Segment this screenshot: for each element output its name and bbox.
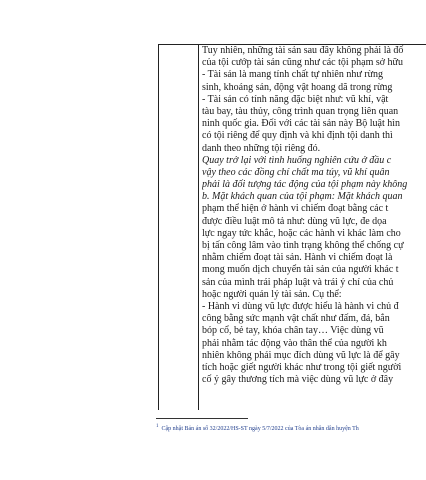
body-line: được điều luật mô tả như: dùng vũ lực, đe dọa [202,215,387,227]
body-line: vậy theo các đồng chí chất ma túy, vũ khí quân [202,166,390,178]
body-line: Quay trở lại với tình huống nghiên cứu ở đầu c [202,154,392,166]
body-line: danh theo những tội riêng đó. [202,142,321,154]
body-line: mong muốn dịch chuyển tài sản của người khác t [202,264,399,276]
body-line: lực ngay tức khắc, hoặc các hành vi khác làm cho [202,227,401,239]
body-line: tích hoặc giết người khác như trong tội giết người [202,361,402,373]
body-line: b. Mặt khách quan của tội phạm: Mặt khách quan [202,191,403,203]
body-line: - Tài sản là mang tính chất tự nhiên như rừng [202,69,384,81]
body-line: phải là đối tượng tác động của tội phạm này không [202,179,408,191]
body-line: phải nhằm tác động vào thân thể của người kh [202,337,387,349]
body-line: ninh quốc gia. Đối với các tài sản này Bộ luật hìn [202,118,401,130]
body-line: Tuy nhiên, những tài sản sau đây không phải là đố [202,45,404,56]
body-line: nhằm chiếm đoạt tài sản. Hành vi chiếm đoạt là [202,252,393,264]
body-line: của tội cướp tài sản cũng như các tội phạm sở hữu [202,57,403,69]
body-line: sản của mình trái pháp luật và trái ý chí của chủ [202,276,394,288]
document-body-text [202,45,426,386]
body-line: bóp cổ, bẻ tay, khóa chân tay… Việc dùng vũ [202,325,384,337]
footnote-separator [156,418,248,419]
body-line: phạm thể hiện ở hành vi chiếm đoạt bằng các t [202,203,389,215]
body-line: nhiên không phải mục đích dùng vũ lực là để gây [202,349,400,361]
table-left-border [158,44,159,410]
body-line: có tội riêng để quy định và khi định tội danh thì [202,130,393,142]
body-line: cố ý gây thương tích mà việc dùng vũ lực ở đây [202,374,394,386]
body-line: công bằng sức mạnh vật chất như đấm, đá, bắn [202,313,390,325]
body-line: sinh, khoáng sản, động vật hoang dã trong rừng [202,81,393,93]
body-line: - Hành vi dùng vũ lực được hiểu là hành vi chủ đ [202,300,399,312]
body-line: bị tấn công lâm vào tình trạng không thể chống cự [202,240,404,251]
body-line: tàu bay, tàu thủy, công trình quan trọng liên quan [202,105,399,117]
body-line: hoặc người quản lý tài sản. Cụ thể: [202,288,342,300]
table-column-divider [198,44,199,410]
footnote-mark: 1 [156,424,159,429]
body-line: - Tài sản có tính năng đặc biệt như: vũ khí, vật [202,93,389,105]
footnote-text: Cập nhật Bản án số 32/2022/HS-ST ngày 5/7/2022 của Tòa án nhân dân huyện Th [161,426,359,432]
footnote [156,423,426,433]
